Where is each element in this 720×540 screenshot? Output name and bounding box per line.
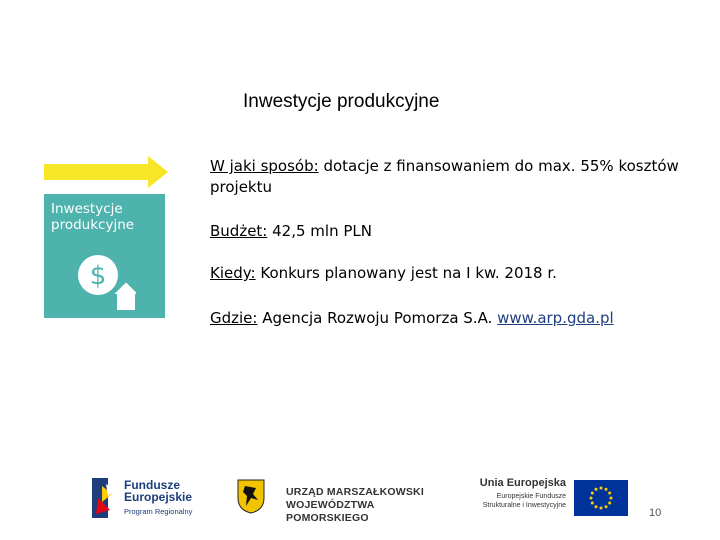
where-key: Gdzie: [210,309,258,327]
when-row [210,263,680,284]
arp-website-link[interactable]: www.arp.gda.pl [497,309,614,327]
where-value: Agencja Rozwoju Pomorza S.A. [257,309,498,327]
when-value: Konkurs planowany jest na I kw. 2018 r. [255,264,557,282]
budget-key: Budżet: [210,222,268,240]
fundusze-europejskie-logo [90,476,210,520]
when-key: Kiedy: [210,264,256,282]
urzad-marszalkowski-logo [236,478,436,524]
ue-line3: Strukturalne i Inwestycyjne [482,502,566,509]
griffin-crest-icon [236,478,266,514]
ue-text [462,478,566,510]
slide-title: Inwestycje produkcyjne [243,91,440,112]
budget-row [210,221,680,242]
category-tile [44,194,165,318]
um-line1: URZĄD MARSZAŁKOWSKI [286,486,424,498]
ue-line2: Europejskie Fundusze [496,493,566,500]
fe-text [124,479,192,518]
fe-line1: Fundusze [124,478,180,492]
fe-line3: Program Regionalny [124,507,193,516]
how-row [210,156,680,198]
eu-flag-icon [574,480,628,516]
footer-logos [0,470,720,530]
unia-europejska-logo [462,478,632,518]
where-row [210,308,680,329]
ue-line1: Unia Europejska [479,477,566,489]
dollar-house-icon [74,251,136,313]
page-number: 10 [649,507,662,519]
fe-star-icon [90,476,120,520]
how-value: dotacje z finansowaniem do max. 55% kosztów projektu [210,157,679,196]
tile-label: Inwestycje produkcyjne [51,201,135,233]
right-arrow-icon [44,156,168,188]
um-line2: WOJEWÓDZTWA POMORSKIEGO [286,499,375,524]
fe-line2: Europejskie [124,490,193,504]
budget-value: 42,5 mln PLN [267,222,372,240]
svg-text:$: $ [89,261,107,291]
how-key: W jaki sposób: [210,157,319,175]
um-text [286,486,436,525]
